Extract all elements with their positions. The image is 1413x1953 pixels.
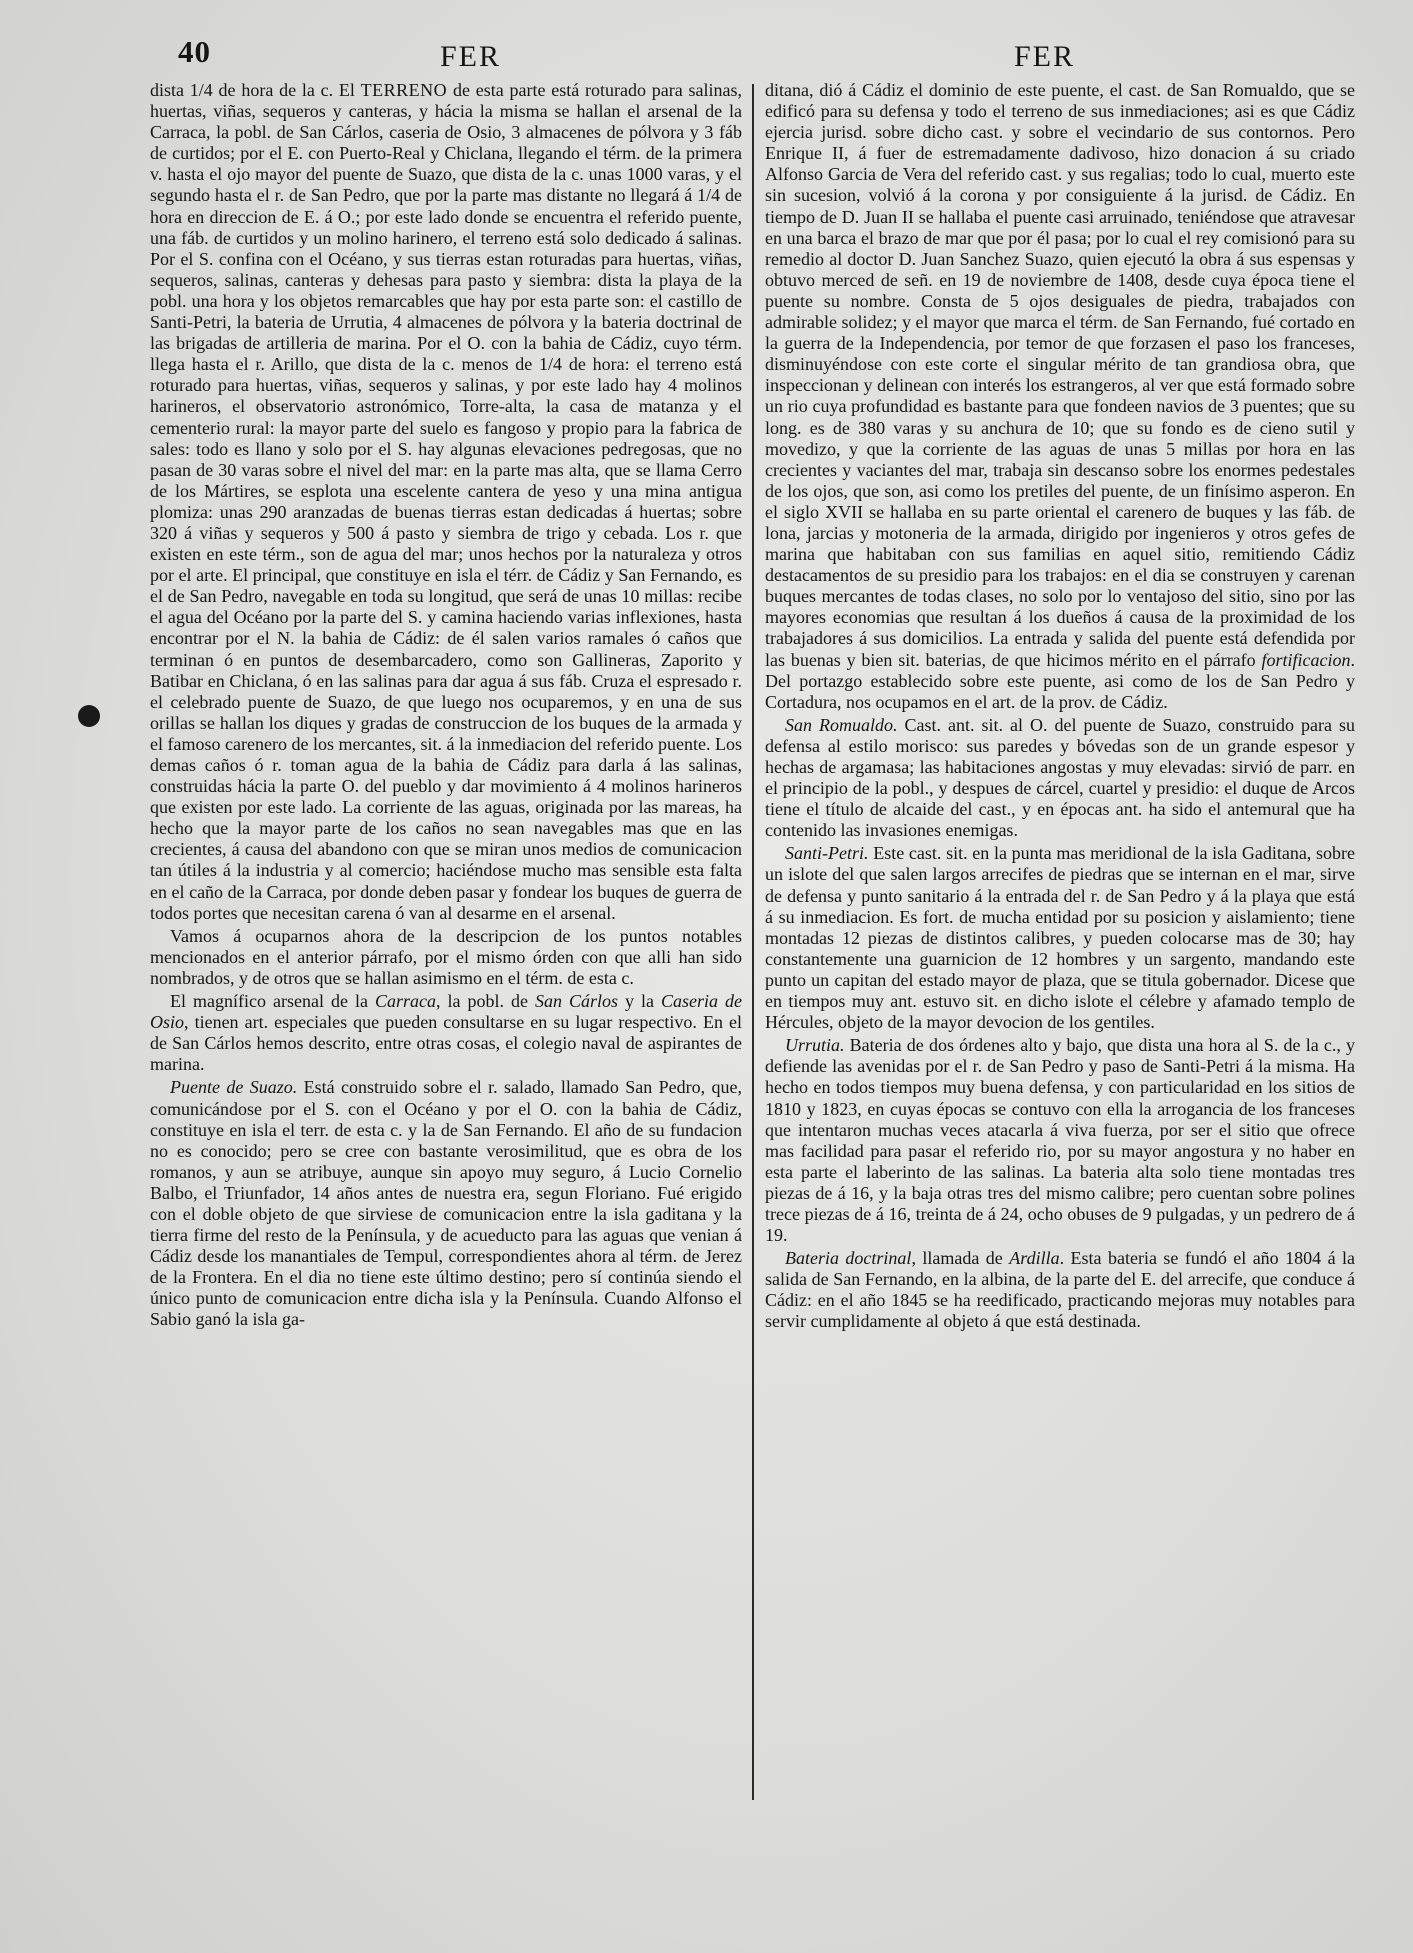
entry-urrutia: Urrutia. Bateria de dos órdenes alto y bajo, que dista una hora al S. de la c., y defiende las avenidas por el r. de San Pedro y paso de Santi-Petri á la misma. Ha hecho en todos tiempos muy buena defensa, y con particularidad en los sitios de 1810 y 1823, en cuyas épocas se contuvo con ella la arrogancia de los franceses que intentaron muchas veces atacarla á viva fuerza, por ser el sitio que ofrece mas facilidad para pasar el referido rio, por su mayor angostura y no haber en esta parte el laberinto de las salinas. La bateria alta solo tiene montadas tres piezas de á 16, y la baja otras tres del mismo calibre; pero cuentan sobre polines trece piezas de á 16, treinta de á 24, ocho obuses de 9 pulgadas, y un pedrero de á 19. [765, 1035, 1355, 1246]
entry-santi-petri: Santi-Petri. Este cast. sit. en la punta mas meridional de la isla Gaditana, sobre un islote del que salen largos arrecifes de piedras que se internan en el mar, sirve de defensa y punto sanitario á la entrada del r. de San Pedro y á la playa que está á su inmediacion. Es fort. de mucha entidad por su posicion y aislamiento; tiene montadas 12 piezas de distintos calibres, y pueden colocarse mas de 30; hay constantemente una guarnicion de 12 hombres y un sargento, mandando este punto un capitan del estado mayor de plaza, que se titula gobernador. Dicese que en tiempos muy ant. estuvo sit. en dicho islote el célebre y afamado templo de Hércules, objeto de la mayor devocion de los gentiles. [765, 843, 1355, 1033]
entry-title: Urrutia. [785, 1035, 845, 1056]
column-rule [752, 84, 754, 1800]
entry-san-romualdo: San Romualdo. Cast. ant. sit. al O. del puente de Suazo, construido para su defensa al estilo morisco: sus paredes y bóvedas son de un grande espesor y hechas de argamasa; las habitaciones angostas y muy elevadas: sirvió de parr. en el principio de la pobl., y despues de cárcel, cuartel y presidio: el duque de Arcos tiene el título de alcaide del cast., y en épocas ant. ha sido el antemural que ha contenido las invasiones enemigas. [765, 714, 1355, 841]
paragraph: El magnífico arsenal de la Carraca, la pobl. de San Cárlos y la Caseria de Osio, tienen art. especiales que pueden consultarse en su lugar respectivo. En el de San Cárlos hemos descrito, entre otras cosas, el colegio naval de aspirantes de marina. [150, 991, 742, 1075]
right-column [765, 80, 1355, 1930]
running-head-left: FER [440, 40, 502, 73]
paragraph: ditana, dió á Cádiz el dominio de este puente, el cast. de San Romualdo, que se edificó para su defensa y todo el terreno de sus inmediaciones; asi es que Cádiz ejercia jurisd. sobre dicho cast. y sobre el vecindario de sus contornos. Pero Enrique II, á fuer de estremadamente dadivoso, hizo donacion á su criado Alfonso Garcia de Vera del referido cast. y sus regalias; todo lo cual, muerto este sin sucesion, volvió á la corona y por consiguiente á la jurisd. de Cádiz. En tiempo de D. Juan II se hallaba el puente casi arruinado, teniéndose que atravesar en una barca el brazo de mar que por él pasa; por lo cual el rey comisionó para su remedio al doctor D. Juan Sanchez Suazo, quien ejecutó la obra á sus espensas y obtuvo merced de señ. en 19 de noviembre de 1408, desde cuya época tiene el puente su nombre. Consta de 5 ojos desiguales de piedra, trabajados con admirable solidez; y el mayor que marca el térm. de San Fernando, fué cortado en la guerra de la Independencia, por temor de que forzasen el paso los franceses, disminuyéndose con este corte el singular mérito de tan grandiosa obra, que inspeccionan y delinean con interés los estrangeros, al ver que está formado sobre un rio cuya profundidad es bastante para que fondeen navios de 3 puentes; que su long. es de 380 varas y su anchura de 10; que su fondo es de cieno sutil y movedizo, y que la corriente de las aguas de unas 5 millas por hora en las crecientes y vaciantes del mar, trabaja sin descanso sobre los enormes pedestales de los ojos, que son, asi como los pretiles del puente, de un finísimo asperon. En el siglo XVII se hallaba en su parte oriental el carenero de buques y las fáb. de lona, jarcias y motoneria de la armada, dirigido por ingenieros y otros gefes de marina que habitaban con sus familias en aquel sitio, remitiendo Cádiz destacamentos de su presidio para los trabajos: en el dia se construyen y carenan buques mercantes de todas clases, no solo por lo ventajoso del sitio, sino por las mayores economias que resultan á los dueños á causa de la proximidad de los trabajadores á sus domicilios. La entrada y salida del puente está defendida por las buenas y bien sit. baterias, de que hicimos mérito en el párrafo fortificacion. Del portazgo establecido sobre este puente, asi como de los de San Pedro y Cortadura, nos ocupamos en el art. de la prov. de Cádiz. [765, 80, 1355, 712]
entry-title: Puente de Suazo. [170, 1077, 298, 1098]
entry-title: San Romualdo. [785, 714, 898, 735]
entry-bateria-doctrinal: Bateria doctrinal, llamada de Ardilla. Esta bateria se fundó el año 1804 á la salida de San Fernando, en la albina, de la parte del E. del arrecife, que conduce á Cádiz: en el año 1845 se ha reedificado, practicando mejoras muy notables para servir cumplidamente al objeto á que está destinada. [765, 1248, 1355, 1332]
paragraph: dista 1/4 de hora de la c. El TERRENO de esta parte está roturado para salinas, huertas, viñas, sequeros y canteras, y hácia la misma se hallan el arsenal de la Carraca, la pobl. de San Cárlos, caseria de Osio, 3 almacenes de pólvora y 3 fáb de curtidos; por el E. con Puerto-Real y Chiclana, llegando el térm. de la primera v. hasta el ojo mayor del puente de Suazo, que dista de la c. unas 1000 varas, y el segundo hasta el r. de San Pedro, que por la parte mas distante no llegará á 1/4 de hora en direccion de E. á O.; por este lado donde se encuentra el referido puente, una fáb. de curtidos y un molino harinero, el terreno está solo dedicado á salinas. Por el S. confina con el Océano, y sus tierras estan roturadas para huertas, viñas, sequeros, salinas, canteras y dehesas para pasto y siembra: dista la playa de la pobl. una hora y los objetos remarcables que hay por esta parte son: el castillo de Santi-Petri, la bateria de Urrutia, 4 almacenes de pólvora y la bateria doctrinal de las brigadas de artilleria de marina. Por el O. con la bahia de Cádiz, cuyo térm. llega hasta el r. Arillo, que dista de la c. menos de 1/4 de hora: el terreno está roturado para huertas, viñas, sequeros y salinas, y por este lado hay 4 molinos harineros, el observatorio astronómico, Torre-alta, la casa de matanza y el cementerio rural: la mayor parte del suelo es fangoso y propio para la fabrica de sales: todo es llano y solo por el S. hay algunas elevaciones pedregosas, que no pasan de 30 varas sobre el nivel del mar: en la parte mas alta, que se llama Cerro de los Mártires, se esplota una escelente cantera de yeso y una mina antigua plomiza: unas 290 aranzadas de buenas tierras estan dedicadas á huertas; sobre 320 á viñas y sequeros y 500 á pasto y siembra de trigo y cebada. Los r. que existen en este térm., son de agua del mar; unos hechos por la naturaleza y otros por el arte. El principal, que constituye en isla el térr. de Cádiz y San Fernando, es el de San Pedro, navegable en toda su longitud, que será de unas 10 millas: recibe el agua del Océano por la parte del S. y camina haciendo varias inflexiones, hasta encontrar por el N. la bahia de Cádiz: de él salen varios ramales ó caños que terminan ó en puntos de desembarcadero, como son Gallineras, Zaporito y Batibar en Chiclana, ó en las salinas para dar agua á sus fáb. Cruza el espresado r. el celebrado puente de Suazo, de que luego nos ocuparemos, y en una de sus orillas se hallan los diques y gradas de construccion de los buques de la armada y el famoso carenero de los mercantes, sit. á la inmediacion del referido puente. Los demas caños ó r. toman agua de la bahia de Cádiz para darla á las salinas, construidas hácia la parte O. del pueblo y dar movimiento á 4 molinos harineros que existen por este lado. La corriente de las aguas, originada por las mareas, ha hecho que la mayor parte de los caños no sean navegables mas que en las crecientes, á causa del abandono con que se miran unos medios de comunicacion tan útiles á la industria y al comercio; haciéndose mucho mas sensible esta falta en el caño de la Carraca, por donde deben pasar y fondear los buques de guerra de todos portes que necesitan carena ó van al desarme en el arsenal. [150, 80, 742, 923]
page-number: 40 [178, 34, 211, 69]
entry-title: Bateria doctrinal [785, 1248, 912, 1269]
paragraph: Vamos á ocuparnos ahora de la descripcion de los puntos notables mencionados en el anterior párrafo, por el mismo órden con que alli han sido nombrados, y de otros que se hallan asimismo en el térm. de esta c. [150, 925, 742, 988]
running-head-right: FER [1014, 40, 1076, 73]
entry-puente-de-suazo: Puente de Suazo. Está construido sobre el r. salado, llamado San Pedro, que, comunicándose por el S. con el Océano y por el O. con la bahia de Cádiz, constituye en isla el terr. de esta c. y la de San Fernando. El año de su fundacion no es conocido; pero se cree con bastante verosimilitud, que es obra de los romanos, y aun se atribuye, aunque sin apoyo muy seguro, á Lucio Cornelio Balbo, el Triunfador, 14 años antes de nuestra era, segun Floriano. Fué erigido con el doble objeto de que sirviese de comunicacion entre la isla gaditana y la tierra firme del resto de la Península, y de acueducto para las aguas que venian á Cádiz desde los manantiales de Tempul, correspondientes ahora al térm. de Jerez de la Frontera. En el dia no tiene este último destino; pero sí continúa siendo el único punto de comunicacion entre dicha isla y la Península. Cuando Alfonso el Sabio ganó la isla ga- [150, 1077, 742, 1330]
entry-title: Santi-Petri. [785, 843, 869, 864]
left-column [150, 80, 742, 1930]
ink-blot [78, 705, 100, 727]
